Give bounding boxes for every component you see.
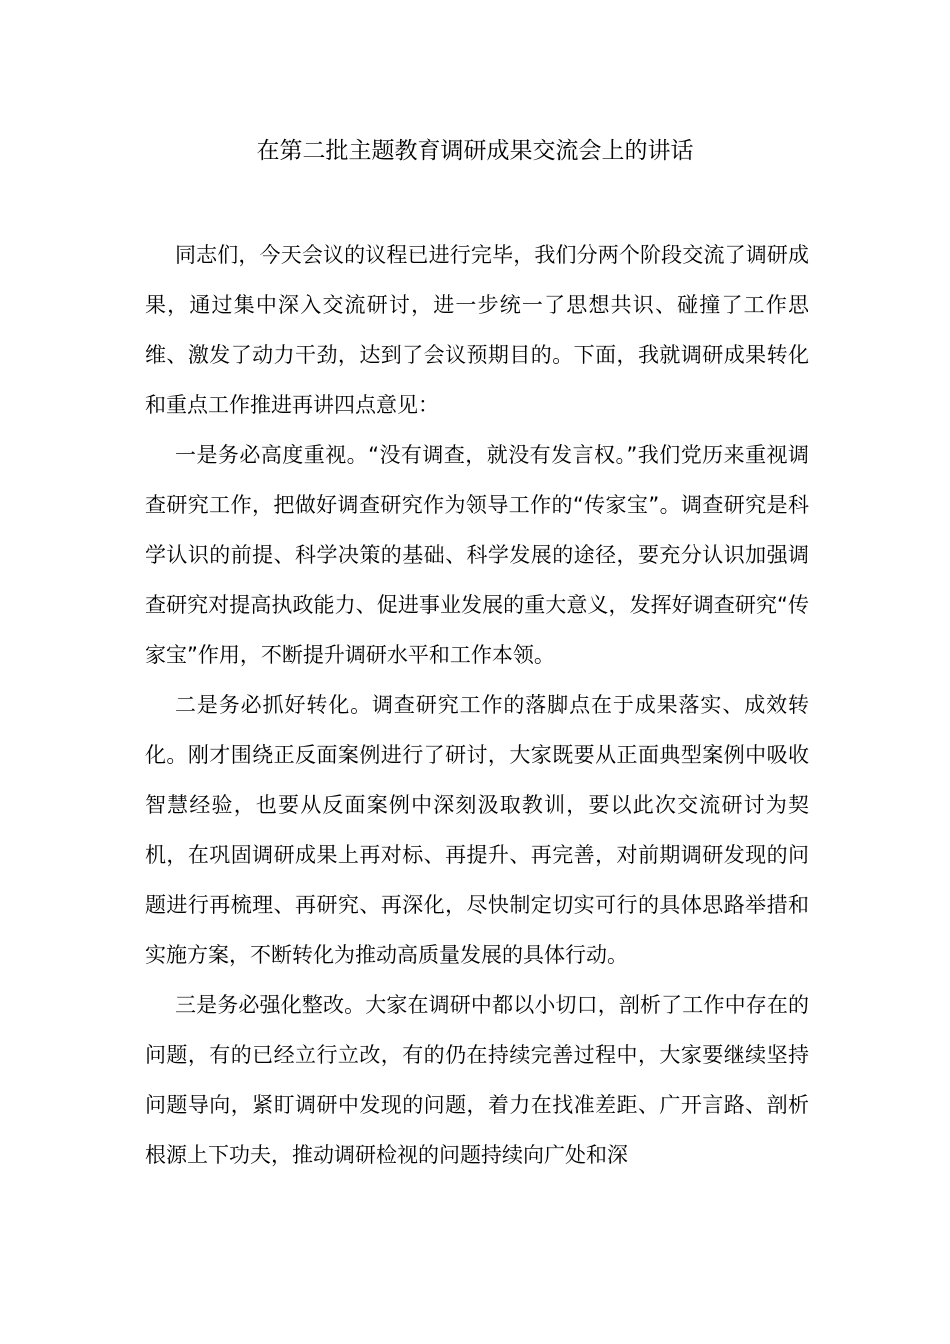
document-title: 在第二批主题教育调研成果交流会上的讲话 bbox=[256, 138, 694, 164]
paragraph-point-two: 二是务必抓好转化。调查研究工作的落脚点在于成果落实、成效转化。刚才围绕正反面案例进行了研讨，大家既要从正面典型案例中吸收智慧经验，也要从反面案例中深刻汲取教训，要以此次交流研讨为契机，在巩固调研成果上再对标、再提升、再完善，对前期调研发现的问题进行再梳理、再研究、再深化，尽快制定切实可行的具体思路举措和实施方案，不断转化为推动高质量发展的具体行动。 bbox=[145, 693, 809, 967]
paragraph-point-three: 三是务必强化整改。大家在调研中都以小切口，剖析了工作中存在的问题，有的已经立行立改，有的仍在持续完善过程中，大家要继续坚持问题导向，紧盯调研中发现的问题，着力在找准差距、广开言路、剖析根源上下功夫，推动调研检视的问题持续向广处和深 bbox=[145, 993, 809, 1167]
paragraph-intro: 同志们，今天会议的议程已进行完毕，我们分两个阶段交流了调研成果，通过集中深入交流研讨，进一步统一了思想共识、碰撞了工作思维、激发了动力干劲，达到了会议预期目的。下面，我就调研成果转化和重点工作推进再讲四点意见： bbox=[145, 243, 809, 417]
paragraph-point-one: 一是务必高度重视。“没有调查，就没有发言权。”我们党历来重视调查研究工作，把做好调查研究作为领导工作的“传家宝”。调查研究是科学认识的前提、科学决策的基础、科学发展的途径，要充分认识加强调查研究对提高执政能力、促进事业发展的重大意义，发挥好调查研究“传家宝”作用，不断提升调研水平和工作本领。 bbox=[145, 443, 809, 667]
document-body bbox=[145, 230, 809, 1180]
